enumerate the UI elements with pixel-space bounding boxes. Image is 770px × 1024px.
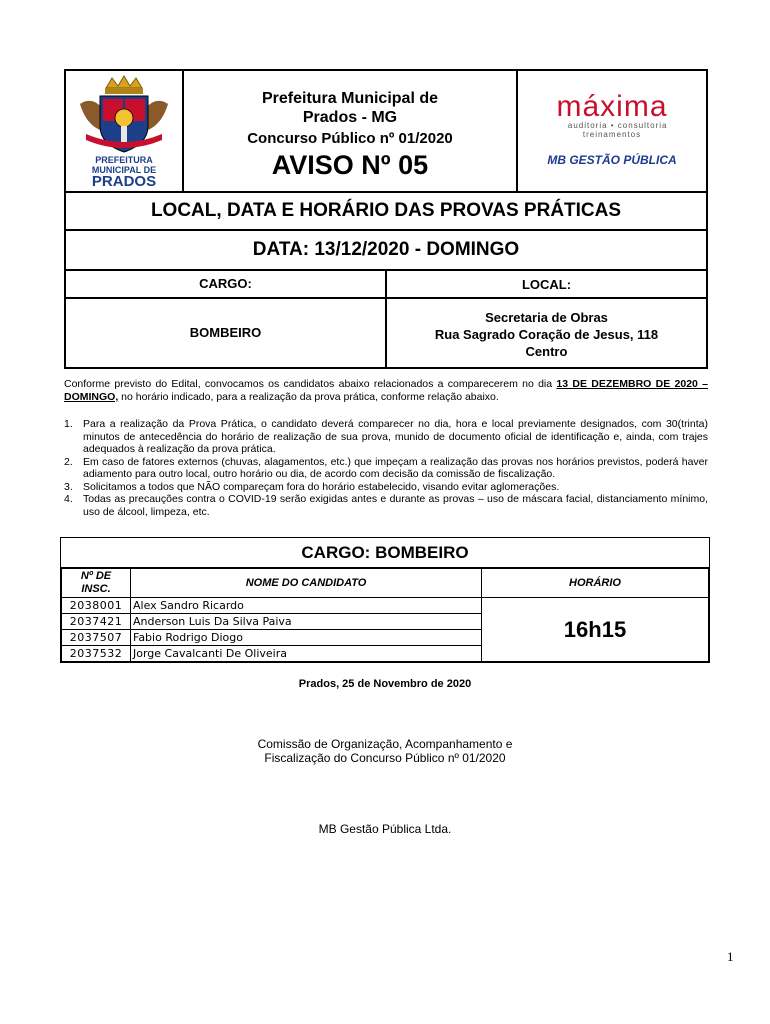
rule-item: 2. Em caso de fatores externos (chuvas, alagamentos, etc.) que impeçam a realização das provas nos horários previstos, poderá haver adiamento para outro local, outro horário ou dia, de acordo com decisão da comissão de fiscalização. [64,455,708,480]
col-candidate-name: NOME DO CANDIDATO [131,569,482,598]
table-row: 2038001 Alex Sandro Ricardo 16h15 [62,598,709,614]
exam-date: DATA: 13/12/2020 - DOMINGO [66,231,706,271]
col-time: HORÁRIO [482,569,709,598]
signature-line1: Comissão de Organização, Acompanhamento e [257,737,513,751]
rules-list [64,418,708,518]
brand-logos [518,71,706,191]
cargo-header: CARGO: [66,271,387,297]
candidate-list [61,568,709,662]
header-box [64,69,708,369]
local-value: Secretaria de Obras Rua Sagrado Coração de Jesus, 118 Centro [434,310,659,359]
rule-item: 1. Para a realização da Prova Prática, o candidato deverá comparecer no dia, hora e local previamente designados, com 30(trinta) minutos de antecedência do horário de realização de sua prova, munido de documento oficial de identificação e, ainda, com trajes adequados à realização da prova prática. [64,418,708,455]
svg-text:PRADOS: PRADOS [91,173,157,188]
mb-gestao-publica-logo: MB GESTÃO PÚBLICA [547,153,677,167]
local-header: LOCAL: [521,276,572,292]
rule-item: 4. Todas as precauções contra o COVID-19 serão exigidas antes e durante as provas – uso de máscara facial, distanciamento mínimo, uso de álcool, limpeza, etc. [64,493,708,518]
candidate-table-title: CARGO: BOMBEIRO [61,538,709,568]
intro-paragraph: Conforme previsto do Edital, convocamos os candidatos abaixo relacionados a comparecerem no dia 13 DE DEZEMBRO DE 2020 – DOMINGO, no horário indicado, para a realização da prova prática, conforme relação abaixo. [64,378,709,403]
cargo-value: BOMBEIRO [66,299,387,367]
location-table-row [66,299,706,367]
table-row: 2037421 Anderson Luis Da Silva Paiva [62,614,709,630]
exam-date-highlight: 13 DE DEZEMBRO DE 2020 – DOMINGO, [64,378,709,403]
table-row: 2037532 Jorge Cavalcanti De Oliveira [62,646,709,662]
maxima-logo: máxima auditoria • consultoria treinamentos [556,90,668,139]
svg-text:PREFEITURA: PREFEITURA [95,155,153,165]
prefeitura-name-line2: Prados - MG [302,109,398,126]
company-name: MB Gestão Pública Ltda. [318,822,452,836]
exam-time: 16h15 [482,598,709,662]
place-date: Prados, 25 de Novembro de 2020 [298,678,472,690]
section-title: LOCAL, DATA E HORÁRIO DAS PROVAS PRÁTICAS [66,193,706,231]
prados-coat-of-arms-logo [66,71,184,191]
location-table-header [66,271,706,299]
rule-item: 3. Solicitamos a todos que NÃO compareçam fora do horário estabelecido, visando evitar aglomerações. [64,480,560,493]
signature-line2: Fiscalização do Concurso Público nº 01/2020 [264,751,506,765]
prefeitura-name-line1: Prefeitura Municipal de [261,90,439,107]
candidate-header-row [62,569,709,598]
table-row: 2037507 Fabio Rodrigo Diogo [62,630,709,646]
page-number: 1 [727,949,734,964]
header-title-block [184,71,518,191]
coat-of-arms-icon [72,74,176,188]
notice-title: AVISO Nº 05 [271,150,429,180]
candidate-table [60,537,710,663]
contest-number: Concurso Público nº 01/2020 [247,130,453,147]
svg-text:MUNICIPAL DE: MUNICIPAL DE [91,165,157,175]
col-inscription: Nº DE INSC. [62,569,131,598]
